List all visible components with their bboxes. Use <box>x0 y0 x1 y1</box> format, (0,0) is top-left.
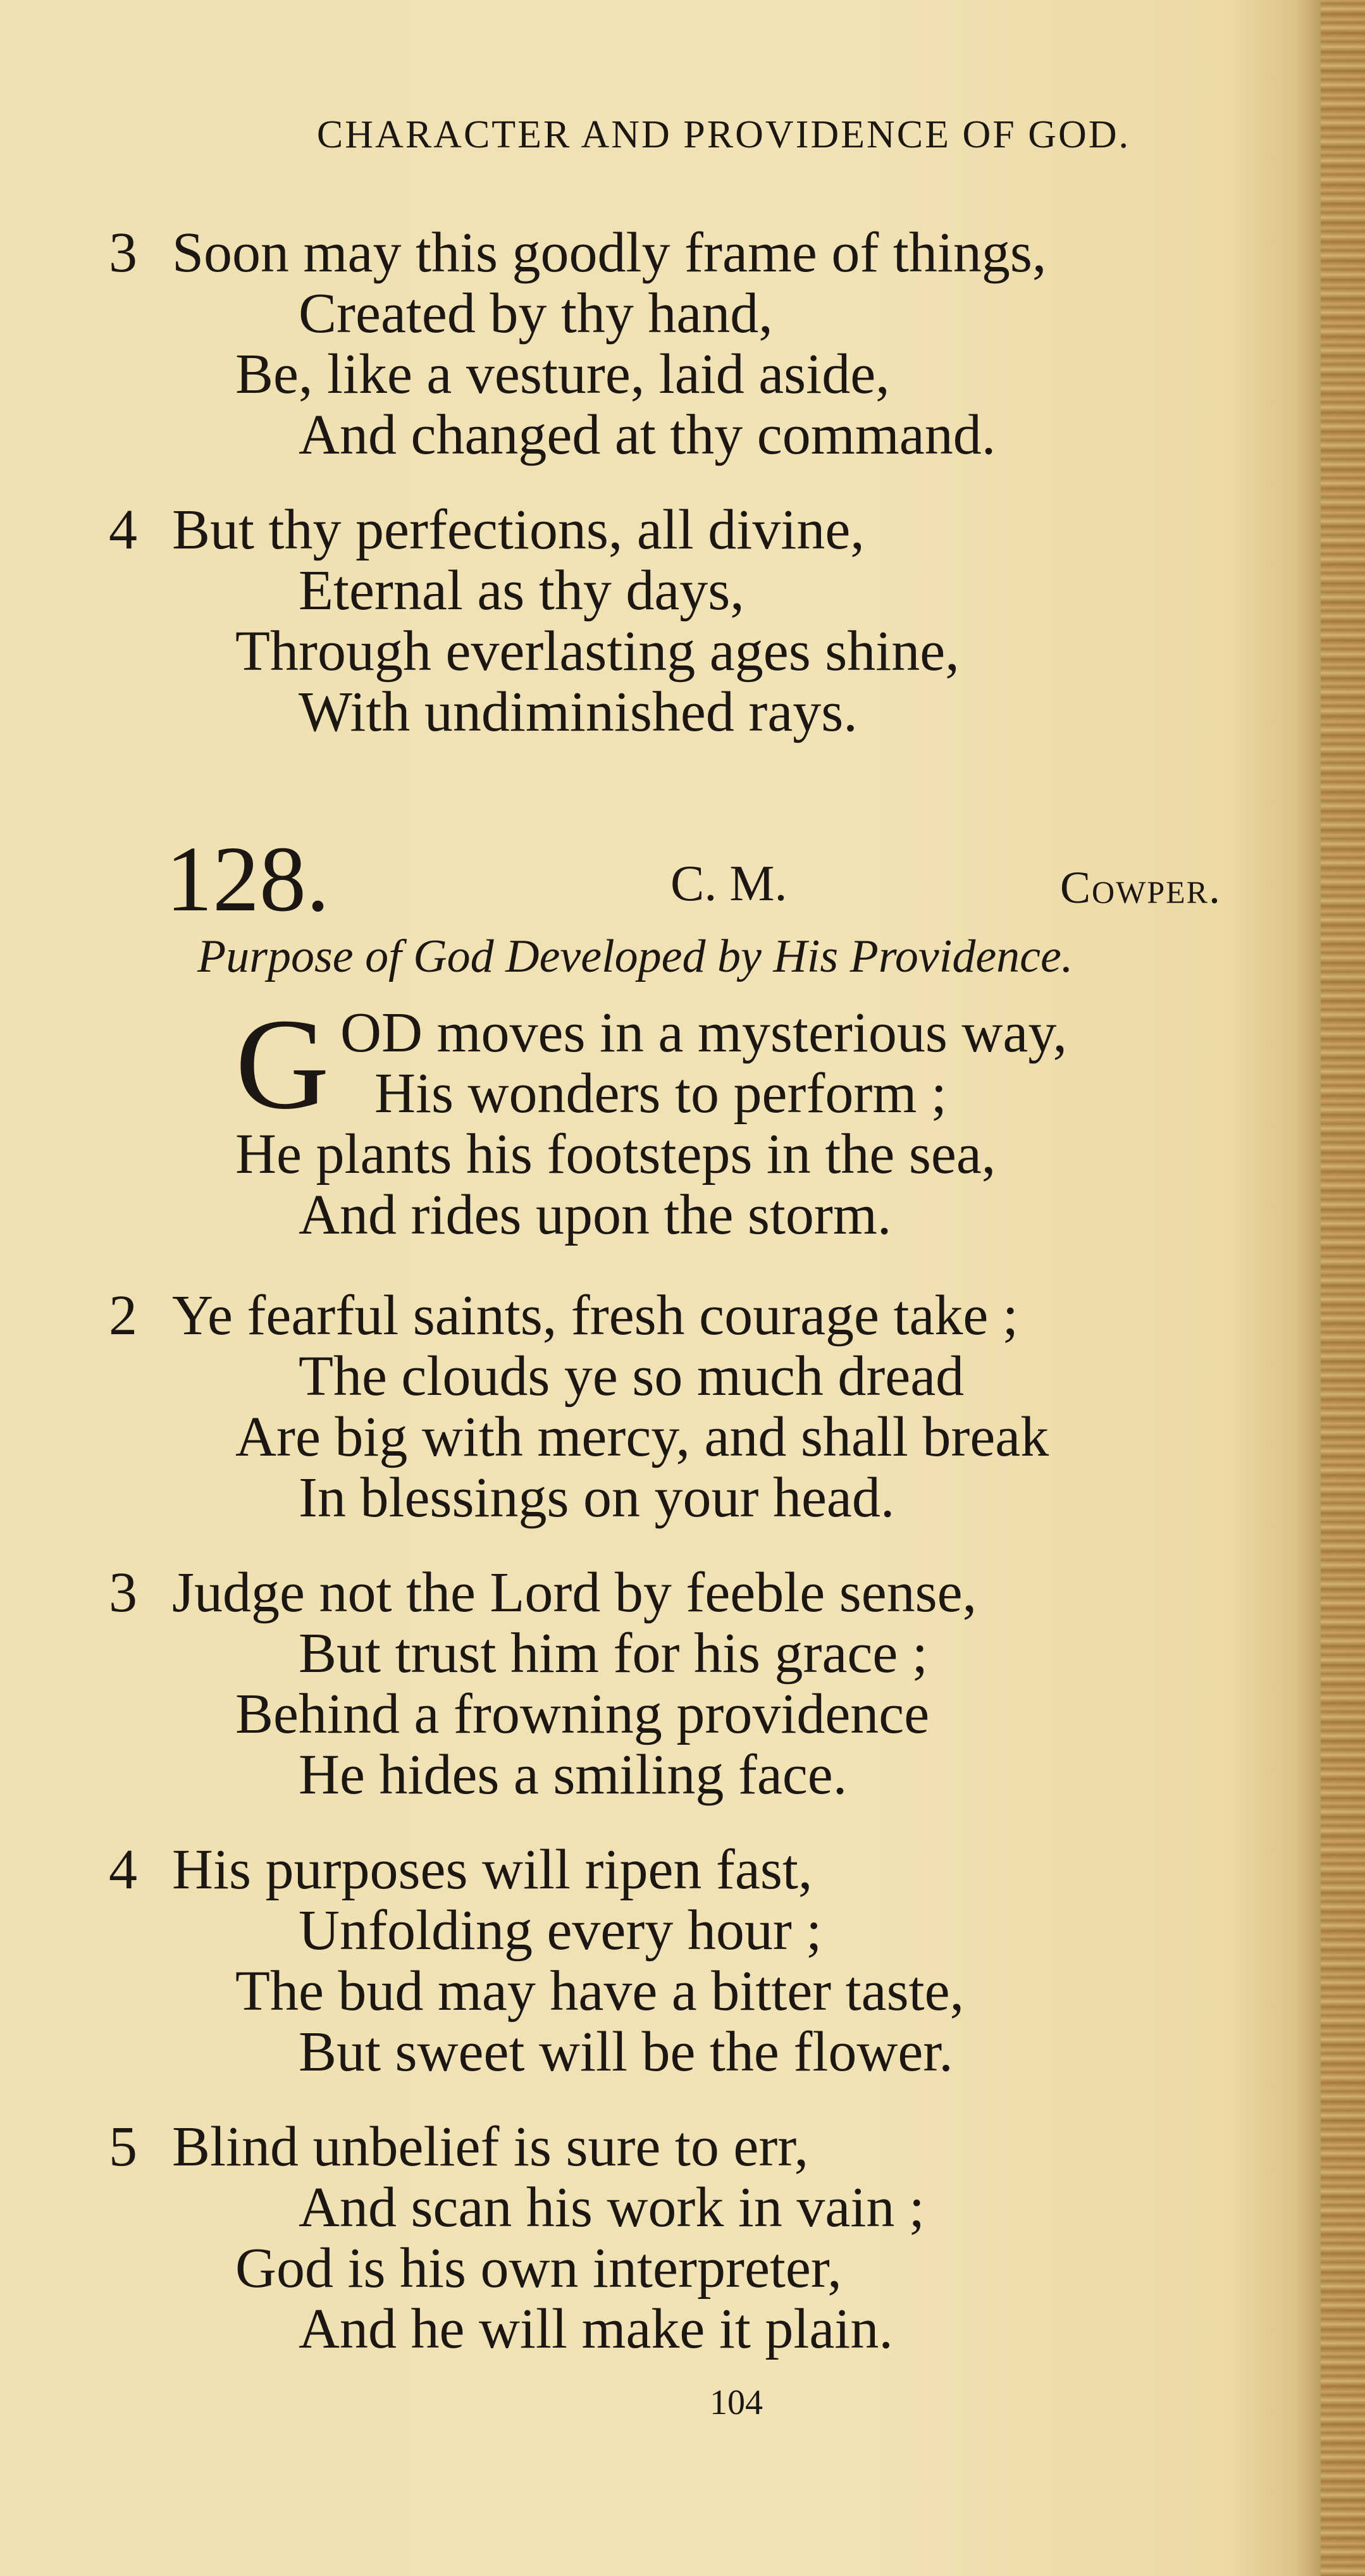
stanza-line: The clouds ye so much dread <box>299 1345 965 1408</box>
stanza-line: OD moves in a mysterious way, <box>340 1001 1067 1064</box>
stanza-number: 4 <box>109 498 137 561</box>
stanza-line: His wonders to perform ; <box>374 1062 947 1125</box>
stanza-line-text: Blind unbelief is sure to err, <box>172 2115 809 2178</box>
hymn-number: 128. <box>166 827 330 931</box>
stanza-line <box>0 223 1265 283</box>
stanza-5 <box>0 2117 1265 2360</box>
stanza-number: 3 <box>109 1561 137 1624</box>
stanza-line <box>0 1285 1265 1346</box>
stanza-line-text: But thy perfections, all divine, <box>172 498 865 561</box>
stanza-line: Through everlasting ages shine, <box>235 620 960 683</box>
stanza-number: 5 <box>109 2115 137 2178</box>
prev-stanza-4 <box>0 500 1265 743</box>
stanza-line <box>0 2117 1265 2177</box>
stanza-line: He hides a smiling face. <box>299 1743 848 1806</box>
stanza-line: And changed at thy command. <box>299 404 996 466</box>
page-edge-stack <box>1321 0 1365 2576</box>
stanza-line-text: His purposes will ripen fast, <box>172 1838 813 1901</box>
hymn-heading <box>0 829 1365 930</box>
stanza-number: 4 <box>109 1838 137 1901</box>
stanza-line: He plants his footsteps in the sea, <box>235 1123 996 1186</box>
stanza-line: And he will make it plain. <box>299 2298 893 2360</box>
stanza-line: Are big with mercy, and shall break <box>235 1406 1049 1468</box>
drop-cap: G <box>235 991 330 1136</box>
stanza-line: And scan his work in vain ; <box>299 2176 925 2239</box>
stanza-line: Unfolding every hour ; <box>299 1899 822 1962</box>
stanza-line: But sweet will be the flower. <box>299 2021 953 2083</box>
stanza-line: Created by thy hand, <box>299 282 773 345</box>
stanza-number: 2 <box>109 1284 137 1347</box>
stanza-line <box>0 1563 1265 1623</box>
stanza-line <box>0 1840 1265 1900</box>
page-number: 104 <box>710 2383 763 2422</box>
stanza-number: 3 <box>109 221 137 284</box>
stanza-4 <box>0 1840 1265 2083</box>
stanza-line: Eternal as thy days, <box>299 559 744 622</box>
stanza-line: But trust him for his grace ; <box>299 1622 928 1685</box>
stanza-line: The bud may have a bitter taste, <box>235 1960 965 2022</box>
stanza-line: Be, like a vesture, laid aside, <box>235 343 890 406</box>
prev-stanza-3 <box>0 223 1265 466</box>
stanza-line: In blessings on your head. <box>299 1466 895 1529</box>
hymn-subtitle: Purpose of God Developed by His Providence. <box>197 931 1073 982</box>
stanza-line: God is his own interpreter, <box>235 2237 842 2300</box>
stanza-line-text: Judge not the Lord by feeble sense, <box>172 1561 977 1624</box>
running-head: CHARACTER AND PROVIDENCE OF GOD. <box>316 113 1131 156</box>
stanza-2 <box>0 1285 1265 1528</box>
stanza-line-text: Soon may this goodly frame of things, <box>172 221 1047 284</box>
stanza-line: With undiminished rays. <box>299 681 858 743</box>
hymn-author: Cowper. <box>1060 862 1222 913</box>
stanza-line-text: Ye fearful saints, fresh courage take ; <box>172 1284 1018 1347</box>
stanza-1 <box>0 991 1265 1246</box>
stanza-3 <box>0 1563 1265 1805</box>
hymn-meter: C. M. <box>670 856 788 912</box>
stanza-line: And rides upon the storm. <box>299 1184 892 1246</box>
stanza-line: Behind a frowning providence <box>235 1683 930 1745</box>
stanza-line <box>0 500 1265 560</box>
page-gutter-shadow <box>1295 0 1321 2576</box>
